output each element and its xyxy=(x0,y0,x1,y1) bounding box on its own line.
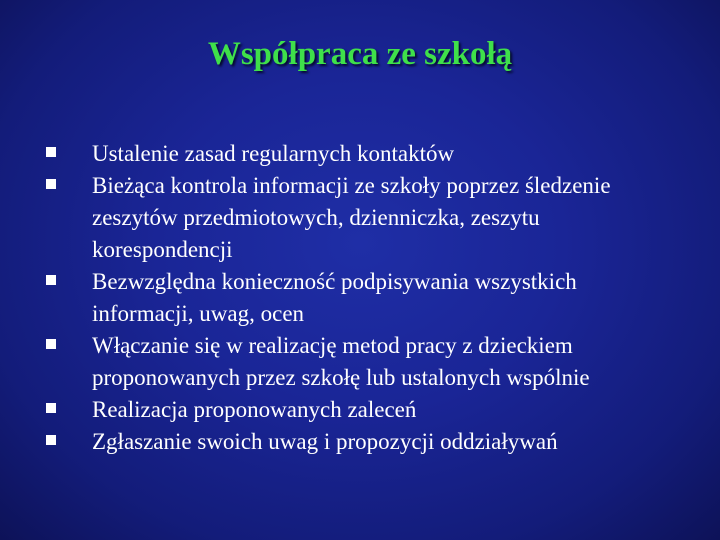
square-bullet-icon xyxy=(46,339,56,349)
bullet-text: Ustalenie zasad regularnych kontaktów xyxy=(92,141,455,166)
bullet-text: Realizacja proponowanych zaleceń xyxy=(92,397,417,422)
bullet-text: Bieżąca kontrola informacji ze szkoły poprzez śledzenie zeszytów przedmiotowych, dzienniczka, zeszytu korespondencji xyxy=(92,173,611,262)
bullet-text: Włączanie się w realizację metod pracy z dzieckiem proponowanych przez szkołę lub ustalonych wspólnie xyxy=(92,333,590,390)
bullet-list xyxy=(42,138,682,458)
bullet-item xyxy=(42,138,682,170)
square-bullet-icon xyxy=(46,435,56,445)
slide-title: Współpraca ze szkołą xyxy=(207,36,513,72)
square-bullet-icon xyxy=(46,179,56,189)
bullet-text: Zgłaszanie swoich uwag i propozycji oddziaływań xyxy=(92,429,558,454)
bullet-item xyxy=(42,266,682,330)
square-bullet-icon xyxy=(46,403,56,413)
bullet-item xyxy=(42,330,682,394)
square-bullet-icon xyxy=(46,147,56,157)
bullet-item xyxy=(42,170,682,266)
bullet-item xyxy=(42,394,682,426)
bullet-text: Bezwzględna konieczność podpisywania wszystkich informacji, uwag, ocen xyxy=(92,269,577,326)
square-bullet-icon xyxy=(46,275,56,285)
bullet-item xyxy=(42,426,682,458)
